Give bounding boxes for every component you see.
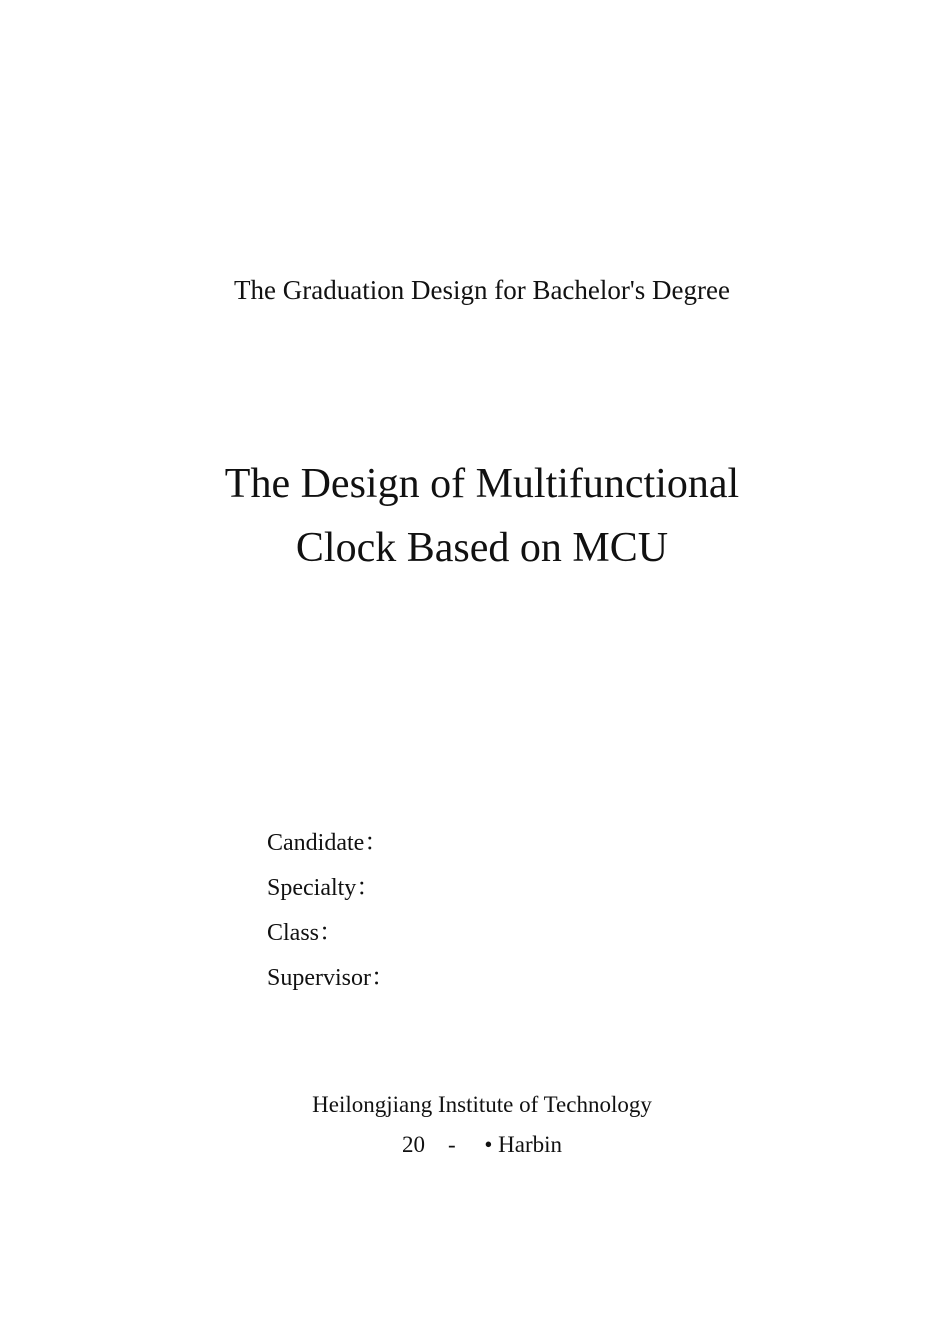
author-info-block (267, 826, 395, 1006)
specialty-label: Specialty： (267, 875, 381, 901)
supervisor-label: Supervisor： (267, 965, 395, 991)
candidate-label: Candidate： (267, 830, 389, 856)
thesis-title-line-2: Clock Based on MCU (295, 525, 669, 571)
institution-name: Heilongjiang Institute of Technology (312, 1092, 652, 1117)
date-and-place: 20 - • Harbin (401, 1132, 563, 1157)
thesis-title-line-1: The Design of Multifunctional (224, 461, 740, 507)
class-label: Class： (267, 920, 344, 946)
degree-line: The Graduation Design for Bachelor's Degree (234, 275, 730, 305)
